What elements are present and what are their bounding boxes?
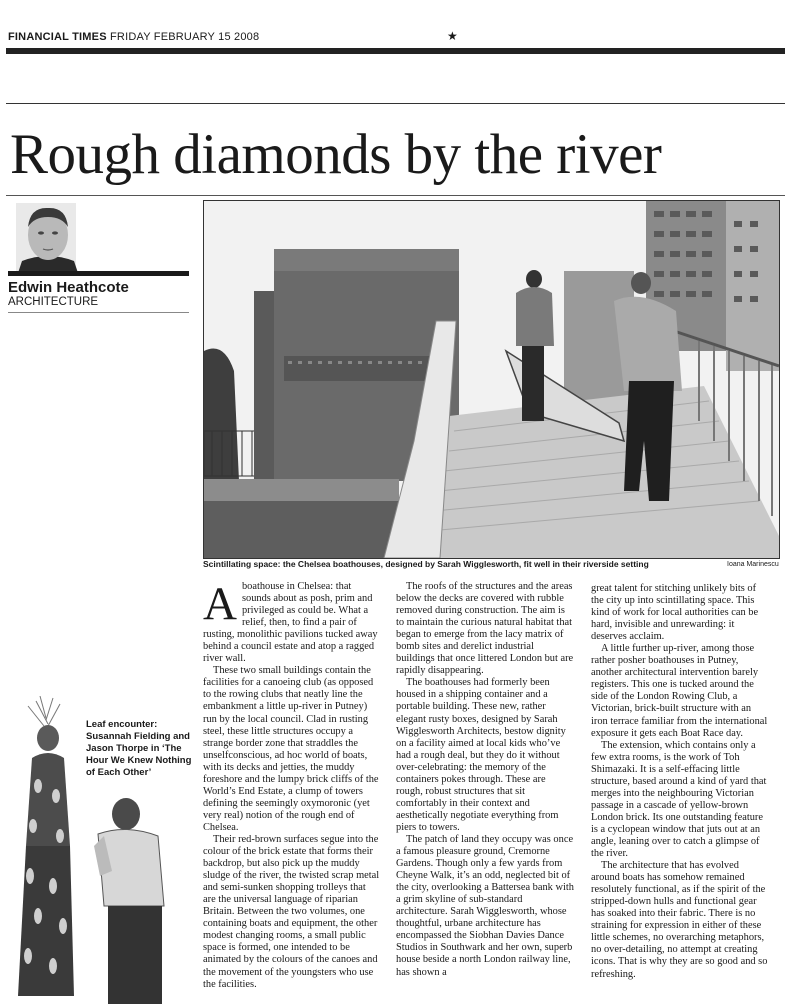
article-column-3 <box>591 583 769 981</box>
article-column-1 <box>203 578 381 991</box>
issue-date: FRIDAY FEBRUARY 15 2008 <box>110 31 260 43</box>
headline: Rough diamonds by the river <box>10 123 662 186</box>
top-rule <box>6 48 785 54</box>
paragraph: Their red-brown surfaces segue into the colour of the brick estate that forms their backdrop, but also pick up the muddy sludge of the river, the twisted scrap metal and semi-sunken shopping trolleys that are the universal language of riparian Britain. Between the two volumes, one containing boats and equipment, the other modest changing rooms, a small public space is formed, one intended to be animated by the colours of the canoes and the movement of the youngsters who use the facilities. <box>203 833 380 990</box>
article-column-2 <box>396 581 574 979</box>
paragraph: The boathouses had formerly been housed in a shipping container and a portable building. These new, rather elegant rusty boxes, designed by Sarah Wigglesworth Architects, bestow dignity on a facility aimed at local kids who’ve had a rough deal, but they do it without over-celebrating: the memory of the containers pokes through. These are rough, robust structures that sit comfortably in their context and aesthetically negotiate everything from piers to towers. <box>396 677 566 833</box>
drop-cap: A <box>203 578 237 630</box>
masthead <box>8 31 259 43</box>
paragraph: These two small buildings contain the facilities for a canoeing club (as opposed to the rowing clubs that neatly line the embankment a little up-river in Putney) run by the local council. Clad in rusting steel, these little structures occupy a strange border zone that straddles the unselfconscious, ad hoc world of boats, with its decks and jetties, the muddy foreshore and the lumpy brick cliffs of the World’s End Estate, a clump of towers defining the seemingly oxymoronic (yet very real) notion of the rough end of Chelsea. <box>203 665 379 833</box>
paragraph: great talent for stitching unlikely bits of the city up into scintillating space. This kind of work for local authorities can be hard, invisible and unrewarding: it deserves acclaim. <box>591 583 759 643</box>
paragraph: boathouse in Chelsea: that sounds about as posh, prim and privileged as could be. What a relief, then, to find a pair of rusting, monolithic pavilions tucked away behind a council estate and atop a ragged river wall. <box>203 581 378 665</box>
paragraph: The patch of land they occupy was once a famous pleasure ground, Cremorne Gardens. Though only a few yards from Cheyne Walk, it’s an odd, neglected bit of the city, overlooking a Battersea bank with a grim skyline of sub-standard architecture. Sarah Wigglesworth, whose thoughtful, urbane architecture has encompassed the Siobhan Davies Dance Studios in Southwark and her own, superb house beside a north London railway line, has shown a <box>396 833 574 978</box>
header-rule <box>6 103 785 104</box>
author-rule <box>8 312 189 313</box>
boathouse-photo <box>203 200 780 559</box>
star-icon: ★ <box>447 29 458 43</box>
headline-rule <box>6 195 785 196</box>
photo-caption: Scintillating space: the Chelsea boathouses, designed by Sarah Wigglesworth, fit well in their riverside setting <box>203 559 649 569</box>
side-photo-caption: Leaf encounter: Susannah Fielding and Jason Thorpe in ‘The Hour We Knew Nothing of Each Other’ <box>86 719 192 778</box>
paper-name: FINANCIAL TIMES <box>8 31 107 43</box>
author-bar <box>8 271 189 276</box>
photo-credit: Ioana Marinescu <box>727 561 779 568</box>
paragraph: The extension, which contains only a few extra rooms, is the work of Toh Shimazaki. It is a self-effacing little structure, based around a kind of yard that merges into the neighbouring Victorian passage in a cascade of yellow-brown London brick. Its one outstanding feature is a cyclopean window that juts out at an angle, leaning over to catch a glimpse of the river. <box>591 739 767 860</box>
author-section: ARCHITECTURE <box>8 296 99 308</box>
author-name: Edwin Heathcote <box>8 279 129 296</box>
paragraph: A little further up-river, among those rather posher boathouses in Putney, another architectural intervention barely registers. This one is tucked around the side of the London Rowing Club, a Victorian, brick-built structure with an iron terrace familiar from the international exposure it gets each Boat Race day. <box>591 643 768 739</box>
author-photo <box>8 203 188 273</box>
paragraph: The architecture that has evolved around boats has somehow remained resolutely functional, as if the spirit of the stripped-down hulls and functional gear has soaked into their fabric. There is no straining for expression in either of these little schemes, no overarching metaphors, no over-detailing, no attempt at creating icons. That is why they are so good and so refreshing. <box>591 860 768 980</box>
paragraph: The roofs of the structures and the areas below the decks are covered with rubble removed during construction. The aim is to maintain the curious natural habitat that began to emerge from the lacy matrix of bomb sites and derelict industrial buildings that once littered London but are rapidly disappearing. <box>396 581 574 677</box>
